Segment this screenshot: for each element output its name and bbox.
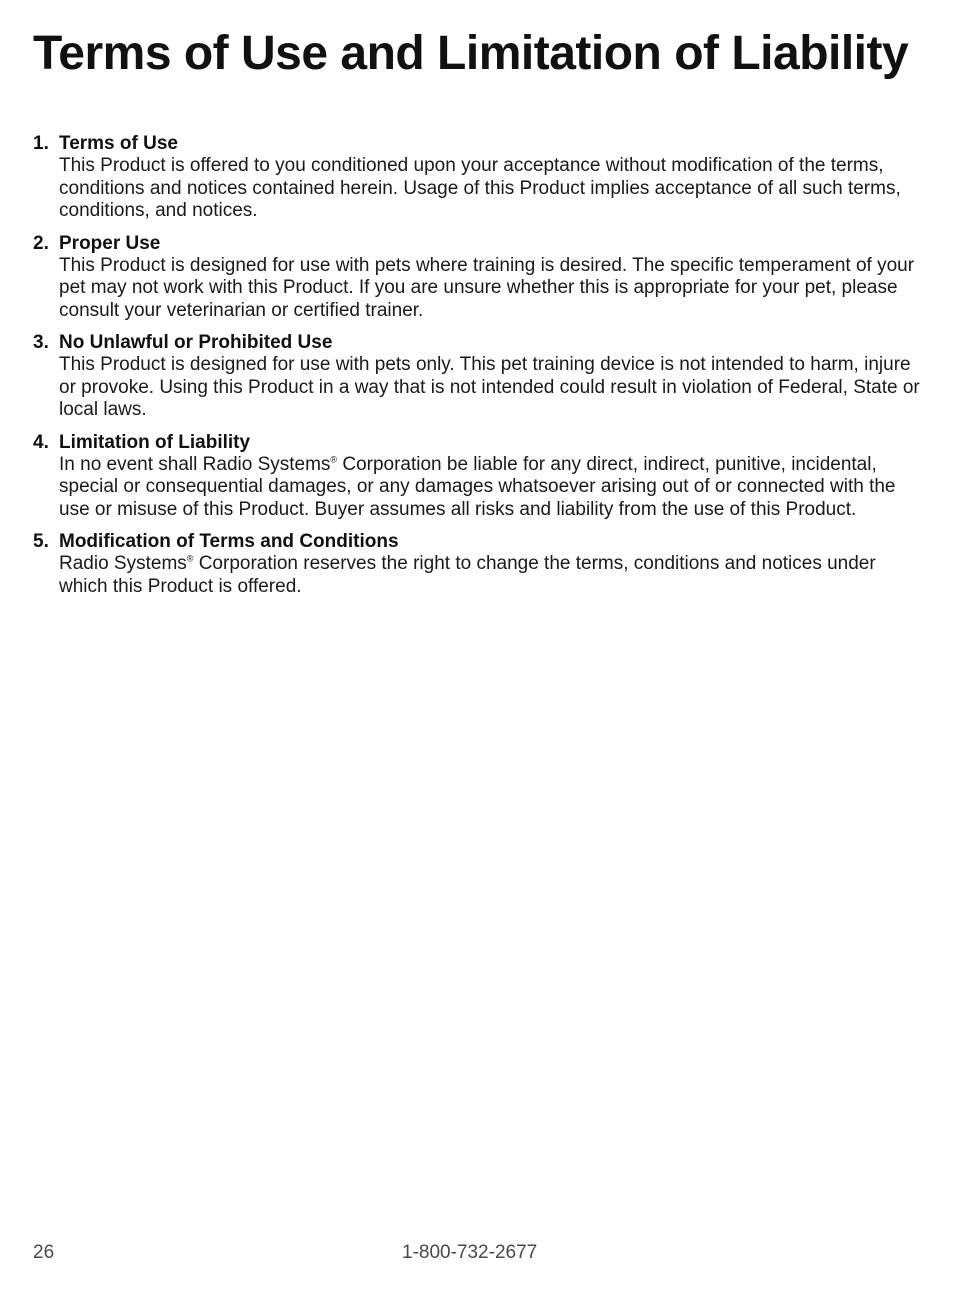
section-heading (33, 431, 923, 454)
section-heading (33, 530, 923, 553)
section-body: This Product is designed for use with pets where training is desired. The specific temperament of your pet may not work with this Product. If you are unsure whether this is appropriate for your pet, please consult your veterinarian or certified trainer. (59, 254, 915, 321)
registered-mark: ® (186, 553, 194, 564)
section-body-text: Corporation be liable for any direct, indirect, punitive, incidental, special or consequential damages, or any damages whatsoever arising out of or connected with the use or misuse of this Product. Buyer assumes all risks and liability from the use of this Product. (59, 453, 896, 520)
page-number: 26 (33, 1242, 55, 1263)
section-modification-of-terms (33, 530, 923, 598)
section-body (59, 553, 923, 598)
section-body: This Product is designed for use with pets only. This pet training device is not intended to harm, injure or provoke. Using this Product in a way that is not intended could result in violation of Federal, State or local laws. (59, 354, 920, 420)
terms-sections (33, 132, 923, 607)
section-heading (33, 132, 923, 155)
section-number: 1. (33, 133, 49, 154)
section-heading-text: No Unlawful or Prohibited Use (59, 332, 333, 353)
section-limitation-of-liability (33, 431, 923, 522)
registered-mark: ® (330, 454, 338, 465)
section-body (59, 454, 923, 522)
section-no-unlawful-use (33, 331, 923, 422)
section-heading-text: Modification of Terms and Conditions (59, 531, 399, 552)
section-body-text: In no event shall Radio Systems (59, 453, 331, 475)
phone-number: 1-800-732-2677 (402, 1242, 538, 1263)
section-proper-use (33, 232, 923, 323)
section-number: 4. (33, 431, 49, 453)
section-body-text: Corporation reserves the right to change the terms, conditions and notices under which this Product is offered. (59, 553, 876, 597)
section-number: 2. (33, 232, 49, 254)
section-heading-text: Terms of Use (59, 133, 178, 154)
section-heading-text: Limitation of Liability (59, 431, 251, 453)
section-heading (33, 232, 923, 255)
section-heading-text: Proper Use (59, 232, 161, 254)
section-body: This Product is offered to you conditioned upon your acceptance without modification of the terms, conditions and notices contained herein. Usage of this Product implies acceptance of all such terms, conditions, and notices. (59, 155, 901, 221)
section-body-text: Radio Systems (59, 553, 187, 574)
section-number: 5. (33, 531, 49, 552)
page-title: Terms of Use and Limitation of Liability (33, 27, 909, 80)
section-number: 3. (33, 332, 49, 353)
section-terms-of-use (33, 132, 923, 223)
section-heading (33, 331, 923, 354)
